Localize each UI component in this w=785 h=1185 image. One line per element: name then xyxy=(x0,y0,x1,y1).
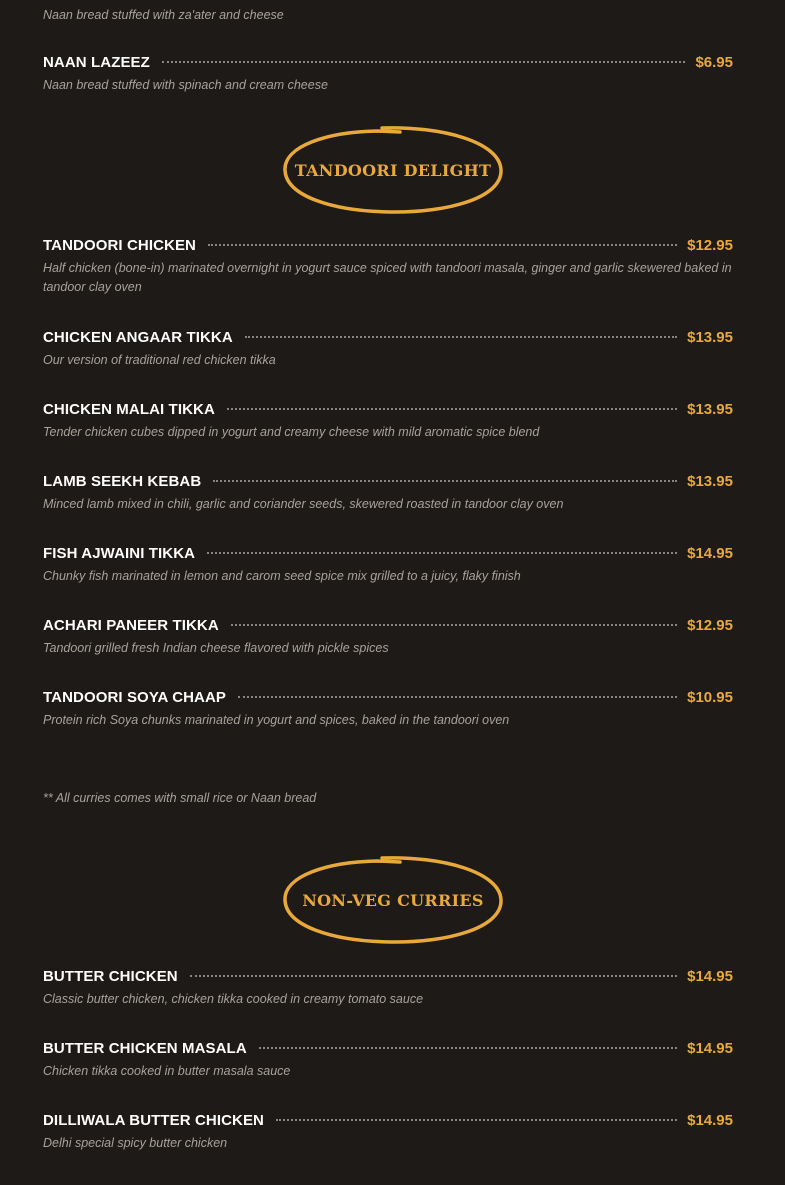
item-price: $14.95 xyxy=(687,1040,733,1057)
menu-item-dilliwala-butter-chicken xyxy=(43,1112,733,1153)
menu-item-fish-ajwaini-tikka xyxy=(43,545,733,586)
curries-note: ** All curries comes with small rice or Naan bread xyxy=(43,791,317,805)
item-name: CHICKEN ANGAAR TIKKA xyxy=(43,329,233,346)
section-title: NON-VEG CURRIES xyxy=(302,890,484,910)
dotted-leader xyxy=(162,61,686,63)
item-name: TANDOORI SOYA CHAAP xyxy=(43,689,227,706)
item-price: $12.95 xyxy=(687,237,733,254)
dotted-leader xyxy=(245,336,677,338)
item-name: ACHARI PANEER TIKKA xyxy=(43,617,219,634)
dotted-leader xyxy=(231,624,677,626)
item-price: $13.95 xyxy=(687,401,733,418)
item-name: BUTTER CHICKEN xyxy=(43,968,178,985)
item-price: $12.95 xyxy=(687,617,733,634)
item-name: TANDOORI CHICKEN xyxy=(43,237,196,254)
item-description: Minced lamb mixed in chili, garlic and coriander seeds, skewered roasted in tandoor clay oven xyxy=(43,497,564,511)
item-name: DILLIWALA BUTTER CHICKEN xyxy=(43,1112,264,1129)
dotted-leader xyxy=(238,696,677,698)
item-name: NAAN LAZEEZ xyxy=(43,54,150,71)
menu-item-chicken-angaar-tikka xyxy=(43,329,733,370)
item-name: FISH AJWAINI TIKKA xyxy=(43,545,196,562)
item-price: $14.95 xyxy=(687,1112,733,1129)
item-price: $13.95 xyxy=(687,473,733,490)
item-description: Chicken tikka cooked in butter masala sauce xyxy=(43,1064,291,1078)
dotted-leader xyxy=(227,408,677,410)
item-description: Our version of traditional red chicken tikka xyxy=(43,353,276,367)
dotted-leader xyxy=(208,244,677,246)
menu-item-lamb-seekh-kebab xyxy=(43,473,733,514)
item-description: Naan bread stuffed with spinach and cream cheese xyxy=(43,78,328,92)
item-name: LAMB SEEKH KEBAB xyxy=(43,473,202,490)
item-description: Classic butter chicken, chicken tikka cooked in creamy tomato sauce xyxy=(43,992,424,1006)
menu-item-partial xyxy=(43,4,733,25)
dotted-leader xyxy=(190,975,677,977)
item-description: Tender chicken cubes dipped in yogurt and creamy cheese with mild aromatic spice blend xyxy=(43,425,540,439)
menu-item-achari-paneer-tikka xyxy=(43,617,733,658)
item-price: $13.95 xyxy=(687,329,733,346)
item-price: $14.95 xyxy=(687,545,733,562)
item-description: Tandoori grilled fresh Indian cheese flavored with pickle spices xyxy=(43,641,389,655)
menu-item-tandoori-chicken xyxy=(43,237,733,297)
item-description: Chunky fish marinated in lemon and carom seed spice mix grilled to a juicy, flaky finish xyxy=(43,569,521,583)
section-title: TANDOORI DELIGHT xyxy=(294,160,492,180)
item-name: CHICKEN MALAI TIKKA xyxy=(43,401,215,418)
dotted-leader xyxy=(276,1119,677,1121)
menu-item-chicken-malai-tikka xyxy=(43,401,733,442)
item-price: $10.95 xyxy=(687,689,733,706)
item-price: $14.95 xyxy=(687,968,733,985)
menu-item-butter-chicken-masala xyxy=(43,1040,733,1081)
dotted-leader xyxy=(259,1047,677,1049)
dotted-leader xyxy=(213,480,677,482)
menu-item-naan-lazeez xyxy=(43,54,733,95)
section-header-curries xyxy=(282,854,504,946)
item-description: Naan bread stuffed with za'ater and cheese xyxy=(43,8,284,22)
item-price: $6.95 xyxy=(695,54,733,71)
dotted-leader xyxy=(207,552,677,554)
item-description: Half chicken (bone-in) marinated overnight in yogurt sauce spiced with tandoori masala, ginger and garlic skewered baked in tandoor clay oven xyxy=(43,261,732,294)
item-name: BUTTER CHICKEN MASALA xyxy=(43,1040,247,1057)
menu-item-tandoori-soya-chaap xyxy=(43,689,733,730)
menu-item-butter-chicken xyxy=(43,968,733,1009)
item-description: Protein rich Soya chunks marinated in yogurt and spices, baked in the tandoori oven xyxy=(43,713,510,727)
item-description: Delhi special spicy butter chicken xyxy=(43,1136,228,1150)
section-header-tandoori xyxy=(282,124,504,216)
